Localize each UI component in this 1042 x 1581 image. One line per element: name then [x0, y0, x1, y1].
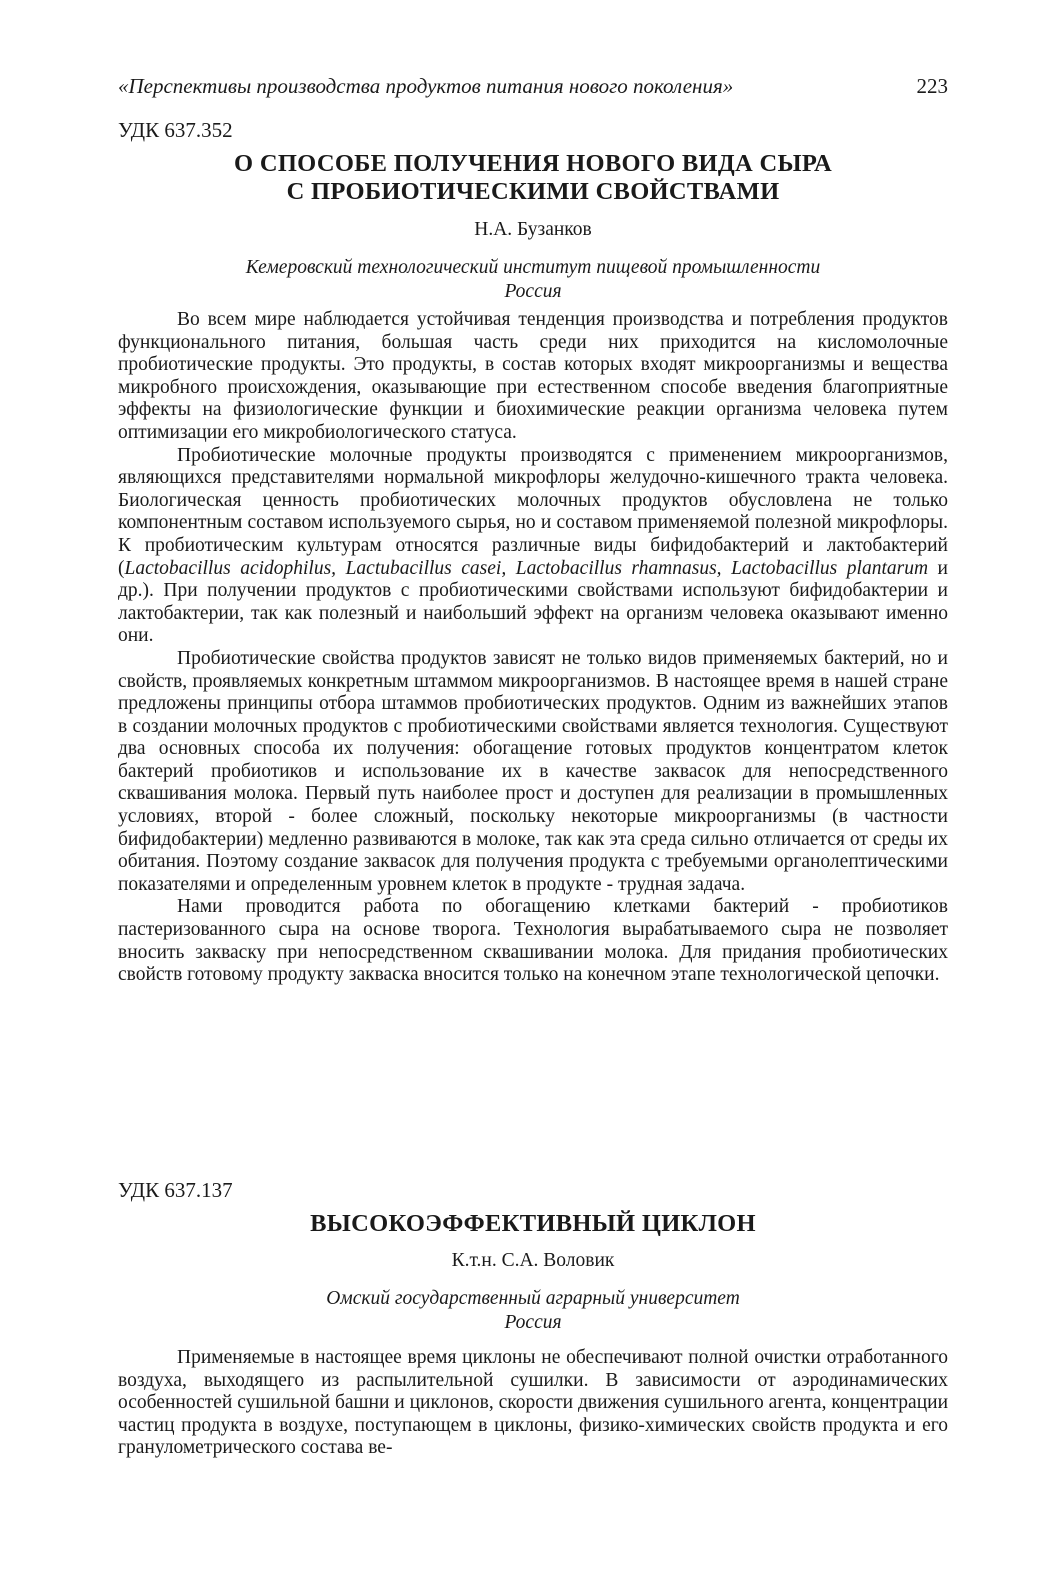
article2-author: К.т.н. С.А. Воловик	[451, 1250, 615, 1271]
article1-body	[118, 309, 948, 987]
article1-title-line1: О СПОСОБЕ ПОЛУЧЕНИЯ НОВОГО ВИДА СЫРА	[234, 150, 832, 177]
article1-species-list: Lactobacillus acidophilus, Lactubacillus casei, Lactobacillus rhamnasus, Lactobacillus plantarum	[124, 557, 929, 579]
article1-country: Россия	[504, 280, 562, 302]
article2-paragraph-1: Применяемые в настоящее время циклоны не обеспечивают полной очистки отработанного воздуха, выходящего из распылительной сушилки. В зависимости от аэродинамических особенностей сушильной башни и циклонов, скорости движения сушильного агента, концентрации частиц продукта в воздухе, поступающем в циклоны, физико-химических свойств продукта и его гранулометрического состава ве-	[118, 1347, 948, 1459]
article1-paragraph-2-end: и др.). При получении продуктов с пробиотическими свойствами используют бифидобактерии и лактобактерии, так как полезный и наибольший эффект на организм человека оказывают именно они.	[118, 557, 948, 647]
article2-title: ВЫСОКОЭФФЕКТИВНЫЙ ЦИКЛОН	[310, 1210, 756, 1237]
page-number: 223	[916, 74, 948, 98]
article1-paragraph-2-start: Пробиотические молочные продукты производятся с применением микроорганизмов, являющихся представителями нормальной микрофлоры желудочно-кишечного тракта человека. Биологическая ценность пробиотических молочных продуктов обусловлена не только компонентным составом используемого сырья, но и составом применяемой полезной микрофлоры. К пробиотическим культурам относятся различные виды бифидобактерий и лактобактерий (	[118, 444, 948, 579]
article1-paragraph-3: Пробиотические свойства продуктов зависят не только видов применяемых бактерий, но и свойств, проявляемых конкретным штаммом микроорганизмов. В настоящее время в нашей стране предложены принципы отбора штаммов пробиотических продуктов. Одним из важнейших этапов в создании молочных продуктов с пробиотическими свойствами является технология. Существуют два основных способа их получения: обогащение готовых продуктов концентратом клеток бактерий пробиотиков и использование их в качестве заквасок для непосредственного сквашивания молока. Первый путь наиболее прост и доступен для реализации в промышленных условиях, второй - более сложный, поскольку некоторые микроорганизмы (в частности бифидобактерии) медленно развиваются в молоке, так как эта среда сильно отличается от среды их обитания. Поэтому создание заквасок для получения продукта с требуемыми органолептическими показателями и определенным уровнем клеток в продукте - трудная задача.	[118, 647, 948, 895]
running-header	[118, 74, 948, 108]
article2-affiliation-block	[118, 1287, 948, 1334]
article1-paragraph-4: Нами проводится работа по обогащению клетками бактерий - пробиотиков пастеризованного сыра на основе творога. Технология вырабатываемого сыра не позволяет вносить закваску при непосредственном сквашивании молока. Для придания пробиотических свойств готовому продукту закваска вносится только на конечном этапе технологической цепочки.	[118, 896, 948, 986]
article1-paragraph-2	[118, 445, 948, 648]
article1-affiliation-block	[118, 256, 948, 303]
article1-paragraph-1: Во всем мире наблюдается устойчивая тенденция производства и потребления продуктов функционального питания, большая часть среди них приходится на кисломолочные пробиотические продукты. Это продукты, в состав которых входят микроорганизмы и вещества микробного происхождения, оказывающие при естественном способе введения благоприятные эффекты на физиологические функции и биохимические реакции организма человека путем оптимизации его микробиологического статуса.	[118, 309, 948, 443]
article2-udc: УДК 637.137	[118, 1178, 233, 1202]
article1-udc: УДК 637.352	[118, 118, 233, 142]
article2-country: Россия	[504, 1311, 562, 1333]
article2-body	[118, 1347, 948, 1460]
article1-author: Н.А. Бузанков	[474, 219, 592, 240]
running-title: «Перспективы производства продуктов питания нового поколения»	[118, 74, 734, 98]
article1-title-line2: С ПРОБИОТИЧЕСКИМИ СВОЙСТВАМИ	[286, 178, 780, 205]
article1-affiliation: Кемеровский технологический институт пищевой промышленности	[245, 257, 821, 278]
article2-affiliation: Омский государственный аграрный университет	[326, 1288, 740, 1309]
article1-title	[118, 150, 948, 206]
